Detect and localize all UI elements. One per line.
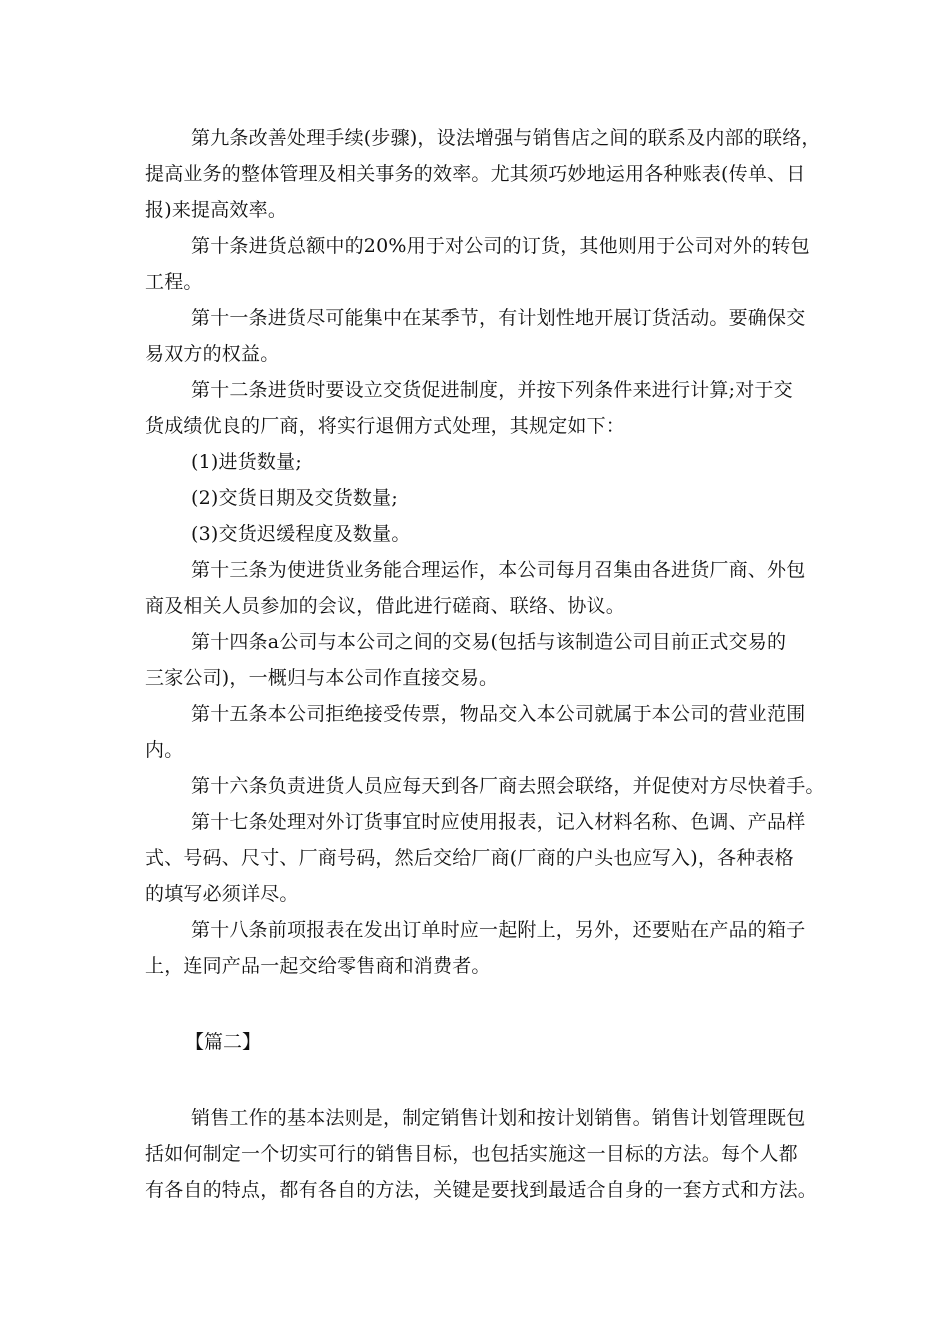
paragraph-line: 销售工作的基本法则是，制定销售计划和按计划销售。销售计划管理既包	[191, 1107, 806, 1129]
document-page	[145, 120, 825, 1208]
paragraph-line: 的填写必须详尽。	[145, 883, 299, 905]
paragraph-line: 式、号码、尺寸、厂商号码，然后交给厂商(厂商的户头也应写入)，各种表格	[145, 847, 794, 869]
paragraph-line: 内。	[145, 739, 184, 761]
paragraph-line: 报)来提高效率。	[145, 199, 288, 221]
list-item: (2)交货日期及交货数量;	[191, 487, 398, 509]
paragraph-line: 三家公司)，一概归与本公司作直接交易。	[145, 667, 499, 689]
paragraph-line: 商及相关人员参加的会议，借此进行磋商、联络、协议。	[145, 595, 626, 617]
paragraph-line: 货成绩优良的厂商，将实行退佣方式处理，其规定如下：	[145, 415, 626, 437]
paragraph-line: 第十七条处理对外订货事宜时应使用报表，记入材料名称、色调、产品样	[191, 811, 806, 833]
paragraph-line: 括如何制定一个切实可行的销售目标，也包括实施这一目标的方法。每个人都	[145, 1143, 798, 1165]
list-item: (1)进货数量;	[191, 451, 302, 473]
paragraph-line: 第十一条进货尽可能集中在某季节，有计划性地开展订货活动。要确保交	[191, 307, 806, 329]
section-heading: 【篇二】	[185, 1031, 262, 1053]
paragraph-line: 上，连同产品一起交给零售商和消费者。	[145, 955, 491, 977]
paragraph-line: 有各自的特点，都有各自的方法，关键是要找到最适合自身的一套方式和方法。	[145, 1179, 818, 1201]
paragraph-line: 提高业务的整体管理及相关事务的效率。尤其须巧妙地运用各种账表(传单、日	[145, 163, 806, 185]
paragraph-line: 第九条改善处理手续(步骤)，设法增强与销售店之间的联系及内部的联络，	[191, 127, 821, 149]
paragraph-line: 第十二条进货时要设立交货促进制度，并按下列条件来进行计算;对于交	[191, 379, 793, 401]
section-spacer	[145, 1060, 805, 1100]
paragraph-line: 第十条进货总额中的20%用于对公司的订货，其他则用于公司对外的转包	[191, 235, 810, 257]
paragraph-line: 第十四条a公司与本公司之间的交易(包括与该制造公司目前正式交易的	[191, 631, 787, 653]
paragraph-line: 易双方的权益。	[145, 343, 280, 365]
paragraph-line: 第十六条负责进货人员应每天到各厂商去照会联络，并促使对方尽快着手。	[191, 775, 825, 797]
paragraph-line: 工程。	[145, 271, 203, 293]
paragraph-line: 第十五条本公司拒绝接受传票，物品交入本公司就属于本公司的营业范围	[191, 703, 806, 725]
section-spacer	[145, 984, 805, 1024]
paragraph-line: 第十八条前项报表在发出订单时应一起附上，另外，还要贴在产品的箱子	[191, 919, 806, 941]
paragraph-line: 第十三条为使进货业务能合理运作，本公司每月召集由各进货厂商、外包	[191, 559, 806, 581]
list-item: (3)交货迟缓程度及数量。	[191, 523, 411, 545]
